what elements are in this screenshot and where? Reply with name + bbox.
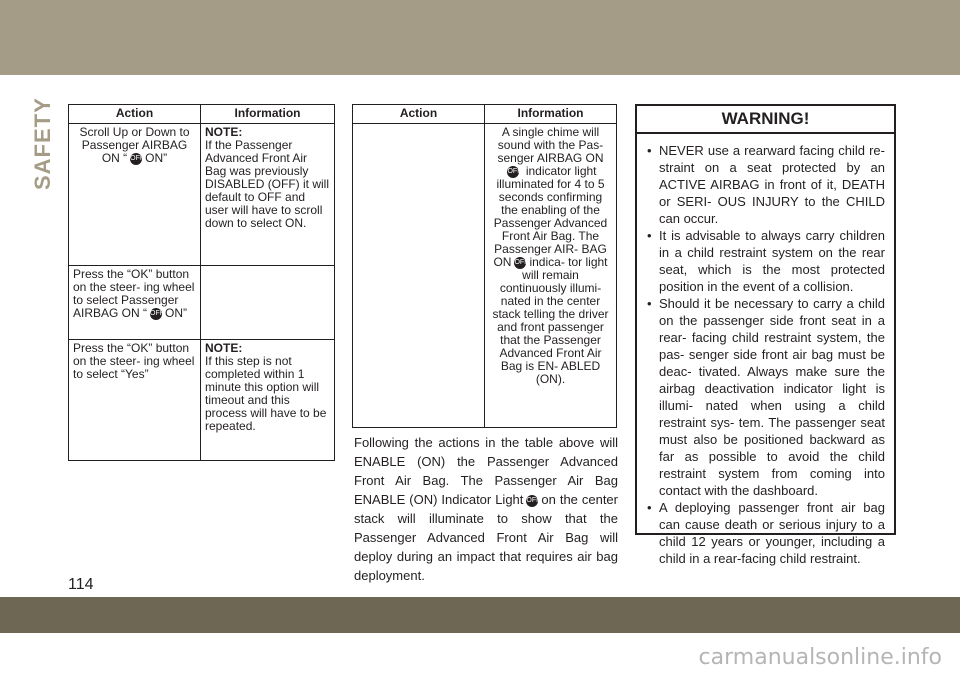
action-text: Press the “OK” button on the steer- ing wheel to select “Yes”: [73, 341, 195, 381]
info-text: indicator light illuminated for 4 to 5 seconds confirming the enabling of the Passenger Advanced Front Air Bag.: [493, 164, 608, 243]
action-text: Scroll Up or Down to Passenger AIRBAG ON “: [79, 125, 190, 165]
column-header-information: Information: [201, 105, 335, 124]
warning-item: • Should it be necessary to carry a child on the passenger side front seat in a rear- facing child restraint system, the pas- senger side front air bag must be deac- tivated. Always make sure the airbag deactivation indicator light is illumi- nated when using a child restraint sys- tem. The passenger seat must also be positioned backward as far as possible to avoid the child restraint system from coming into contact with the dashboard.: [647, 295, 885, 499]
note-label: NOTE:: [205, 341, 243, 355]
info-cell: [201, 340, 335, 461]
paragraph-text: on the center stack will illuminate to show that the Passenger Advanced Front Air Bag will deploy during an impact that requires air bag deployment.: [354, 492, 618, 583]
airbag-steps-table-2: [352, 104, 617, 428]
header-band: [0, 0, 960, 75]
airbag-steps-table-1: [68, 104, 335, 461]
table-header-row: [69, 105, 335, 124]
page-number: 114: [68, 576, 94, 593]
action-text: Press the “OK” button on the steer- ing wheel to select Passenger AIRBAG ON “: [73, 267, 195, 320]
footer-band: [0, 597, 960, 633]
airbag-on-lamp-icon: OFF: [507, 166, 519, 178]
column-header-action: Action: [353, 105, 485, 124]
warning-item: • A deploying passenger front air bag can cause death or serious injury to a child 12 years or younger, including a child in a rear-facing child restraint.: [647, 499, 885, 567]
airbag-on-lamp-icon: OFF: [130, 153, 142, 165]
info-cell: [485, 124, 617, 428]
action-text-end: ON”: [165, 306, 188, 320]
table-header-row: [353, 105, 617, 124]
table-row: [69, 266, 335, 340]
warning-list: [637, 134, 894, 567]
note-label: NOTE:: [205, 125, 243, 139]
action-cell: [69, 340, 201, 461]
action-cell: [69, 266, 201, 340]
info-text: If the Passenger Advanced Front Air Bag was previously DISABLED (OFF) it will default to OFF and user will have to scroll down to select ON.: [205, 138, 330, 230]
info-text: The Passenger AIR- BAG ON: [493, 229, 607, 269]
airbag-on-lamp-icon: OFF: [514, 257, 526, 269]
warning-box: [635, 104, 896, 566]
info-text: If this step is not completed within 1 minute this option will timeout and this process will have to be repeated.: [205, 354, 327, 433]
column-header-information: Information: [485, 105, 617, 124]
body-paragraph: [354, 433, 618, 585]
column-header-action: Action: [69, 105, 201, 124]
info-cell: [201, 266, 335, 340]
table-row: [69, 124, 335, 266]
info-text: indica- tor light will remain continuously illumi- nated in the center stack telling the driver and front passenger that the Passenger Advanced Front Air Bag is EN- ABLED (ON).: [492, 255, 609, 386]
table-row: [69, 340, 335, 461]
warning-item: • NEVER use a rearward facing child re- straint on a seat protected by an ACTIVE AIRBAG in front of it, DEATH or SERI- OUS INJURY to the CHILD can occur.: [647, 142, 885, 227]
warning-item: • It is advisable to always carry children in a child restraint system on the rear seat, which is the most protected position in the event of a collision.: [647, 227, 885, 295]
info-text: A single chime will sound with the Pas- senger AIRBAG ON: [497, 125, 604, 165]
table-row: [353, 124, 617, 428]
watermark: carmanualsonline.info: [698, 645, 942, 670]
action-text-end: ON”: [145, 151, 168, 165]
action-cell: [353, 124, 485, 428]
paragraph-text: Following the actions in the table above will ENABLE (ON) the Passenger Advanced Front Air Bag. The Passenger Air Bag ENABLE (ON) Indicator Light: [354, 435, 618, 507]
action-cell: [69, 124, 201, 266]
info-cell: [201, 124, 335, 266]
warning-title: WARNING!: [637, 106, 894, 134]
airbag-on-lamp-icon: OFF: [150, 308, 162, 320]
airbag-on-lamp-icon: OFF: [526, 495, 538, 507]
section-label: SAFETY: [30, 97, 55, 190]
